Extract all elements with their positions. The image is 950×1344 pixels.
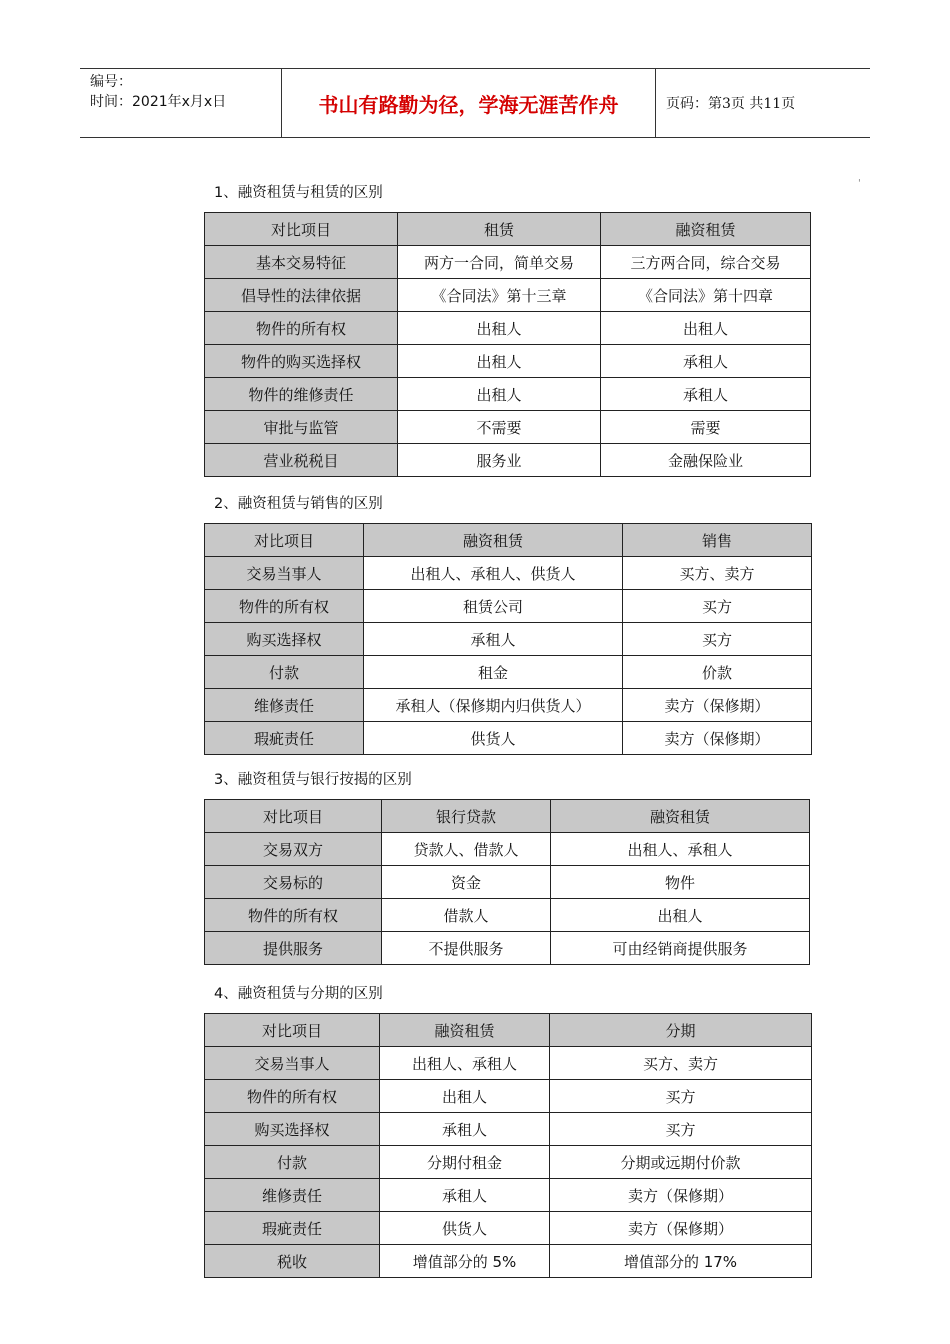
row-label: 交易标的: [205, 866, 382, 899]
column-header: 对比项目: [205, 213, 398, 246]
table-header-row: [205, 800, 810, 833]
table-cell: 买方: [550, 1113, 812, 1146]
number-label: 编号：: [90, 74, 132, 90]
table-cell: 供货人: [364, 722, 623, 755]
table-cell: 服务业: [398, 444, 601, 477]
row-label: 物件的维修责任: [205, 378, 398, 411]
table-cell: 买方、卖方: [550, 1047, 812, 1080]
table-cell: 分期付租金: [380, 1146, 550, 1179]
row-label: 交易双方: [205, 833, 382, 866]
section-lease-vs-installment: [204, 983, 812, 1278]
table-row: [205, 444, 811, 477]
table-row: [205, 1047, 812, 1080]
section-title: 3、融资租赁与银行按揭的区别: [214, 772, 412, 788]
comparison-table: [204, 1013, 812, 1278]
row-label: 物件的所有权: [205, 312, 398, 345]
table-row: [205, 246, 811, 279]
table-cell: 资金: [382, 866, 551, 899]
table-cell: 卖方（保修期）: [550, 1212, 812, 1245]
column-header: 融资租赁: [601, 213, 811, 246]
time-label: 时间：2021年x月x日: [90, 94, 227, 110]
row-label: 物件的所有权: [205, 899, 382, 932]
row-label: 审批与监管: [205, 411, 398, 444]
table-cell: 承租人: [601, 345, 811, 378]
table-header-row: [205, 1014, 812, 1047]
page-info: 页码：第3页 共11页: [666, 96, 796, 112]
table-cell: 增值部分的 17%: [550, 1245, 812, 1278]
table-cell: 借款人: [382, 899, 551, 932]
table-row: [205, 1245, 812, 1278]
table-cell: 两方一合同，简单交易: [398, 246, 601, 279]
table-row: [205, 1080, 812, 1113]
table-row: [205, 345, 811, 378]
table-cell: 《合同法》第十四章: [601, 279, 811, 312]
table-cell: 贷款人、借款人: [382, 833, 551, 866]
column-header: 对比项目: [205, 1014, 380, 1047]
row-label: 营业税税目: [205, 444, 398, 477]
row-label: 物件的所有权: [205, 590, 364, 623]
column-header: 租赁: [398, 213, 601, 246]
table-cell: 出租人: [601, 312, 811, 345]
table-cell: 出租人、承租人: [380, 1047, 550, 1080]
table-row: [205, 833, 810, 866]
table-cell: 增值部分的 5%: [380, 1245, 550, 1278]
column-header: 融资租赁: [551, 800, 810, 833]
table-cell: 承租人: [601, 378, 811, 411]
table-cell: 可由经销商提供服务: [551, 932, 810, 965]
column-header: 融资租赁: [380, 1014, 550, 1047]
column-header: 销售: [623, 524, 812, 557]
section-title: 2、融资租赁与销售的区别: [214, 496, 383, 512]
table-cell: 《合同法》第十三章: [398, 279, 601, 312]
comparison-table: [204, 212, 811, 477]
row-label: 基本交易特征: [205, 246, 398, 279]
table-row: [205, 866, 810, 899]
column-header: 分期: [550, 1014, 812, 1047]
comparison-table: [204, 799, 810, 965]
row-label: 付款: [205, 656, 364, 689]
table-cell: 分期或远期付价款: [550, 1146, 812, 1179]
row-label: 物件的所有权: [205, 1080, 380, 1113]
column-header: 融资租赁: [364, 524, 623, 557]
table-cell: 承租人: [380, 1179, 550, 1212]
table-cell: 出租人: [380, 1080, 550, 1113]
table-row: [205, 590, 812, 623]
table-row: [205, 722, 812, 755]
table-row: [205, 1179, 812, 1212]
row-label: 购买选择权: [205, 623, 364, 656]
row-label: 瑕疵责任: [205, 722, 364, 755]
section-lease-vs-sales: [204, 493, 812, 755]
table-row: [205, 279, 811, 312]
table-cell: 需要: [601, 411, 811, 444]
table-cell: 卖方（保修期）: [550, 1179, 812, 1212]
header-meta: [80, 69, 282, 137]
table-row: [205, 656, 812, 689]
table-row: [205, 557, 812, 590]
row-label: 提供服务: [205, 932, 382, 965]
table-row: [205, 1113, 812, 1146]
row-label: 交易当事人: [205, 1047, 380, 1080]
row-label: 物件的购买选择权: [205, 345, 398, 378]
table-row: [205, 899, 810, 932]
table-cell: 租赁公司: [364, 590, 623, 623]
table-row: [205, 411, 811, 444]
table-cell: 买方: [623, 590, 812, 623]
table-cell: 出租人、承租人、供货人: [364, 557, 623, 590]
table-cell: 物件: [551, 866, 810, 899]
row-label: 付款: [205, 1146, 380, 1179]
row-label: 维修责任: [205, 1179, 380, 1212]
section-title: 1、融资租赁与租赁的区别: [214, 185, 383, 201]
row-label: 维修责任: [205, 689, 364, 722]
table-cell: 出租人: [398, 312, 601, 345]
column-header: 银行贷款: [382, 800, 551, 833]
table-cell: 价款: [623, 656, 812, 689]
table-row: [205, 932, 810, 965]
table-cell: 买方: [550, 1080, 812, 1113]
table-cell: 出租人: [398, 378, 601, 411]
section-title: 4、融资租赁与分期的区别: [214, 986, 383, 1002]
table-header-row: [205, 213, 811, 246]
comparison-table: [204, 523, 812, 755]
table-row: [205, 378, 811, 411]
table-cell: 承租人: [380, 1113, 550, 1146]
table-cell: 供货人: [380, 1212, 550, 1245]
table-cell: 出租人: [551, 899, 810, 932]
table-row: [205, 689, 812, 722]
table-cell: 买方、卖方: [623, 557, 812, 590]
row-label: 税收: [205, 1245, 380, 1278]
row-label: 瑕疵责任: [205, 1212, 380, 1245]
table-cell: 承租人（保修期内归供货人）: [364, 689, 623, 722]
table-header-row: [205, 524, 812, 557]
table-cell: 金融保险业: [601, 444, 811, 477]
row-label: 倡导性的法律依据: [205, 279, 398, 312]
table-cell: 三方两合同，综合交易: [601, 246, 811, 279]
row-label: 购买选择权: [205, 1113, 380, 1146]
table-cell: 出租人、承租人: [551, 833, 810, 866]
row-label: 交易当事人: [205, 557, 364, 590]
table-cell: 卖方（保修期）: [623, 722, 812, 755]
table-row: [205, 623, 812, 656]
motto: 书山有路勤为径，学海无涯苦作舟: [282, 69, 656, 137]
table-cell: 卖方（保修期）: [623, 689, 812, 722]
table-cell: 租金: [364, 656, 623, 689]
table-row: [205, 312, 811, 345]
table-cell: 买方: [623, 623, 812, 656]
page-header: [80, 68, 870, 138]
section-lease-vs-rental: [204, 182, 811, 477]
column-header: 对比项目: [205, 800, 382, 833]
table-cell: 出租人: [398, 345, 601, 378]
table-cell: 承租人: [364, 623, 623, 656]
table-row: [205, 1212, 812, 1245]
table-cell: 不需要: [398, 411, 601, 444]
scan-mark: ': [858, 178, 861, 189]
table-row: [205, 1146, 812, 1179]
section-lease-vs-mortgage: [204, 769, 810, 965]
table-cell: 不提供服务: [382, 932, 551, 965]
column-header: 对比项目: [205, 524, 364, 557]
